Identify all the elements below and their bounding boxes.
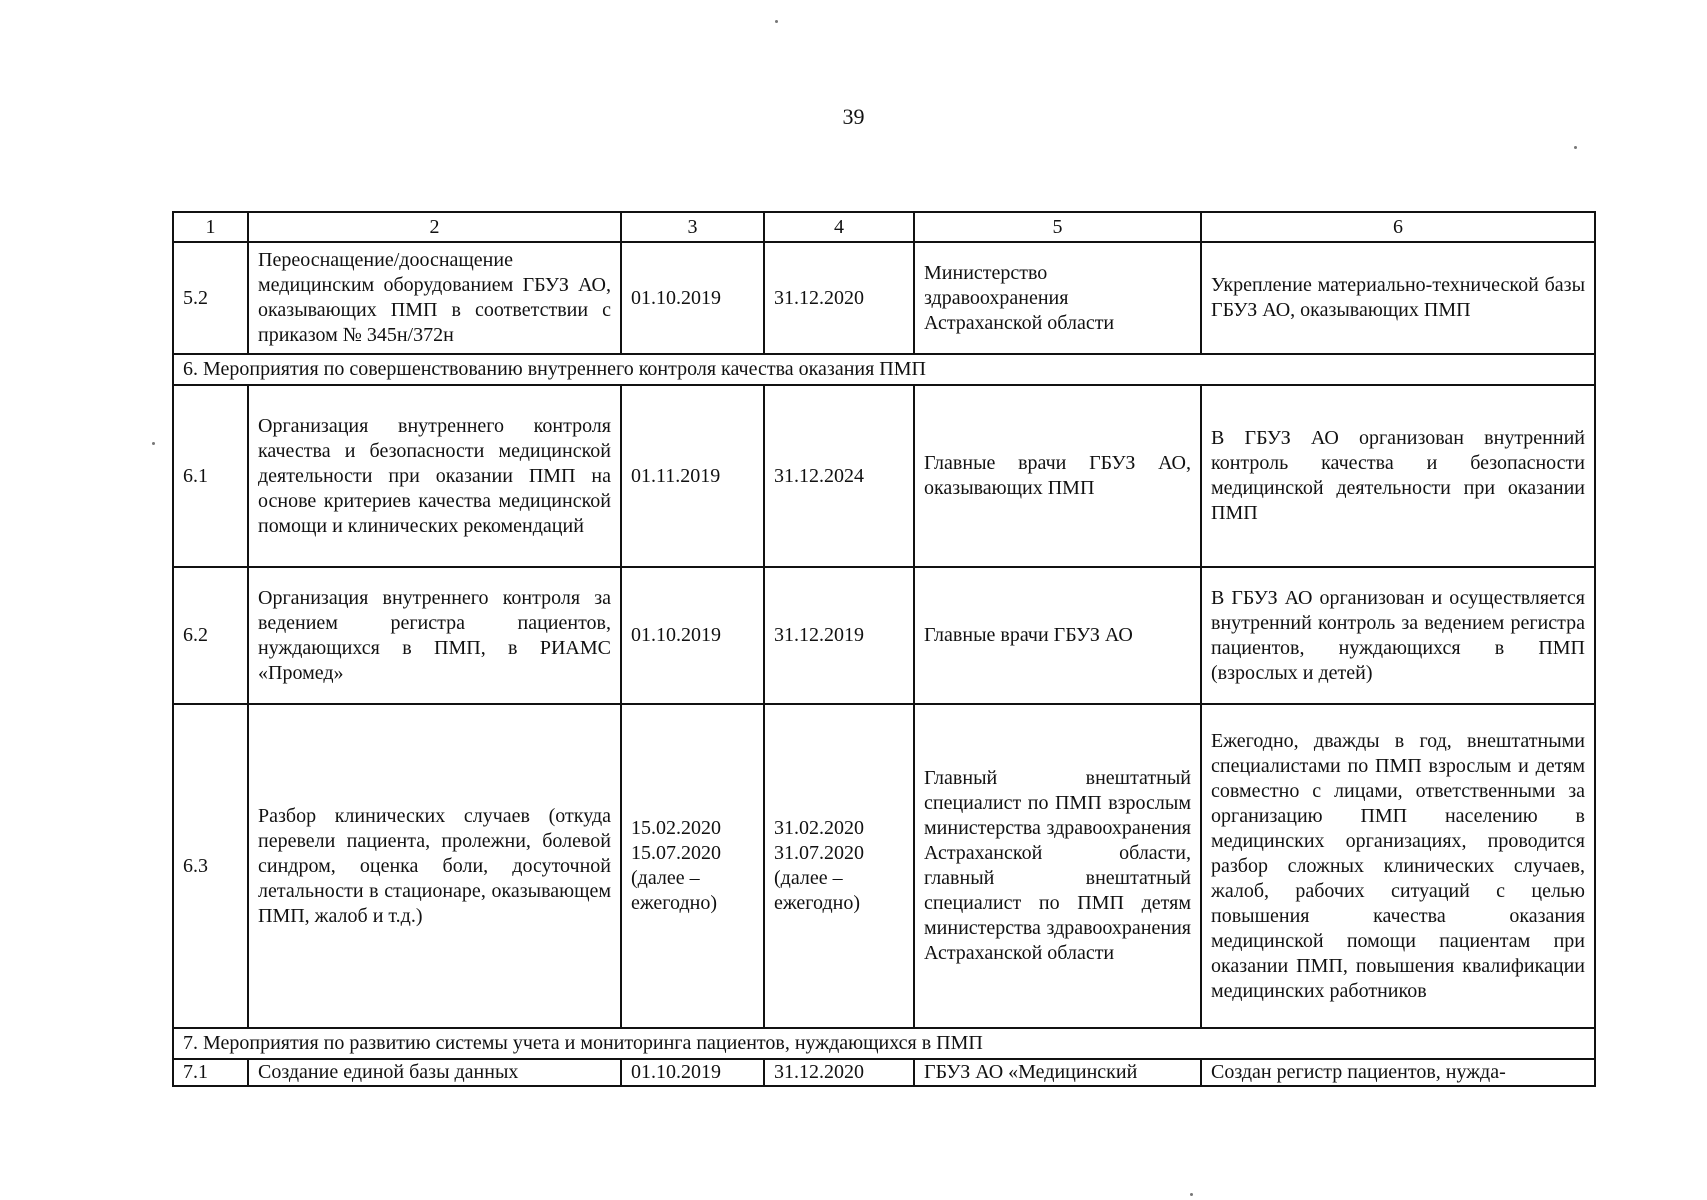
end-date-cell: 31.12.2019: [764, 567, 914, 704]
end-date-cell: 31.12.2020: [764, 242, 914, 354]
table-row: [173, 1059, 1595, 1086]
end-date-cell: 31.12.2024: [764, 385, 914, 567]
activity-cell: Переоснащение/дооснащение медицинским оборудованием ГБУЗ АО, оказывающих ПМП в соответствии с приказом № 345н/372н: [248, 242, 621, 354]
scan-speck: [152, 442, 155, 445]
result-cell: В ГБУЗ АО организован и осуществляется внутренний контроль за ведением регистра пациентов, нуждающихся в ПМП (взрослых и детей): [1201, 567, 1595, 704]
start-date-cell: 01.10.2019: [621, 567, 764, 704]
row-number: 6.2: [173, 567, 248, 704]
activity-cell: Создание единой базы данных: [248, 1059, 621, 1086]
section-title: 6. Мероприятия по совершенствованию внутреннего контроля качества оказания ПМП: [173, 354, 1595, 385]
row-number: 6.1: [173, 385, 248, 567]
responsible-cell: ГБУЗ АО «Медицинский: [914, 1059, 1201, 1086]
header-cell: 5: [914, 212, 1201, 242]
table-row: [173, 567, 1595, 704]
result-cell: Создан регистр пациентов, нужда-: [1201, 1059, 1595, 1086]
scan-speck: [1190, 1193, 1193, 1196]
plan-table: [172, 211, 1596, 1087]
header-cell: 3: [621, 212, 764, 242]
start-date-cell: 01.10.2019: [621, 242, 764, 354]
section-row: [173, 1028, 1595, 1059]
end-date-cell: 31.02.2020 31.07.2020 (далее – ежегодно): [764, 704, 914, 1028]
header-cell: 4: [764, 212, 914, 242]
activity-cell: Разбор клинических случаев (откуда перевели пациента, пролежни, болевой синдром, оценка боли, досуточной летальности в стационаре, оказывающем ПМП, жалоб и т.д.): [248, 704, 621, 1028]
row-number: 6.3: [173, 704, 248, 1028]
start-date-cell: 01.11.2019: [621, 385, 764, 567]
result-cell: Ежегодно, дважды в год, внештатными специалистами по ПМП взрослым и детям совместно с лицами, ответственными за организацию ПМП населению в медицинских организациях, проводится разбор сложных клинических случаев, жалоб, рабочих ситуаций с целью повышения качества оказания медицинской помощи пациентам при оказании ПМП, повышения квалификации медицинских работников: [1201, 704, 1595, 1028]
page-number: 39: [842, 104, 865, 129]
responsible-cell: Главный внештатный специалист по ПМП взрослым министерства здравоохранения Астраханской области, главный внештатный специалист по ПМП детям министерства здравоохранения Астраханской области: [914, 704, 1201, 1028]
activity-cell: Организация внутреннего контроля за ведением регистра пациентов, нуждающихся в ПМП, в РИАМС «Промед»: [248, 567, 621, 704]
scan-speck: [775, 20, 778, 23]
activity-cell: Организация внутреннего контроля качества и безопасности медицинской деятельности при оказании ПМП на основе критериев качества медицинской помощи и клинических рекомендаций: [248, 385, 621, 567]
start-date-cell: 01.10.2019: [621, 1059, 764, 1086]
header-cell: 6: [1201, 212, 1595, 242]
end-date-cell: 31.12.2020: [764, 1059, 914, 1086]
row-number: 7.1: [173, 1059, 248, 1086]
table-row: [173, 704, 1595, 1028]
scan-speck: [1574, 146, 1577, 149]
responsible-cell: Главные врачи ГБУЗ АО: [914, 567, 1201, 704]
result-cell: В ГБУЗ АО организован внутренний контроль качества и безопасности медицинской деятельности при оказании ПМП: [1201, 385, 1595, 567]
section-row: [173, 354, 1595, 385]
header-cell: 2: [248, 212, 621, 242]
header-row: [173, 212, 1595, 242]
section-title: 7. Мероприятия по развитию системы учета и мониторинга пациентов, нуждающихся в ПМП: [173, 1028, 1595, 1059]
start-date-cell: 15.02.2020 15.07.2020 (далее – ежегодно): [621, 704, 764, 1028]
responsible-cell: Министерство здравоохранения Астраханской области: [914, 242, 1201, 354]
responsible-cell: Главные врачи ГБУЗ АО, оказывающих ПМП: [914, 385, 1201, 567]
table-row: [173, 385, 1595, 567]
result-cell: Укрепление материально-технической базы ГБУЗ АО, оказывающих ПМП: [1201, 242, 1595, 354]
table-row: [173, 242, 1595, 354]
row-number: 5.2: [173, 242, 248, 354]
header-cell: 1: [173, 212, 248, 242]
